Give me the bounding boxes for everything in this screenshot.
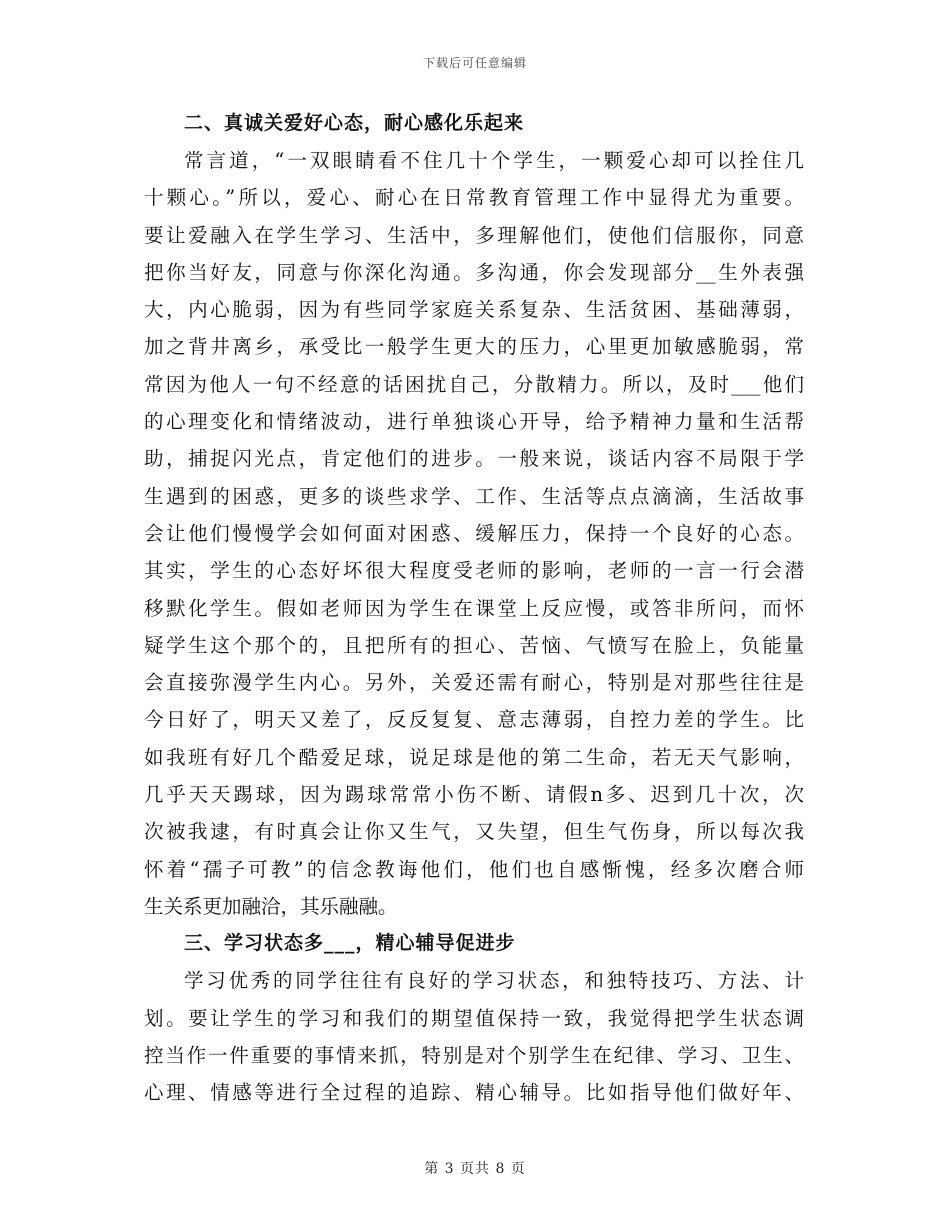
paragraph-line: 的心理变化和情绪波动，进行单独谈心开导，给予精神力量和生活帮 xyxy=(144,410,804,434)
paragraph-line: 十颗心。”所以，爱心、耐心在日常教育管理工作中显得尤为重要。 xyxy=(144,186,804,210)
paragraph-line: 大，内心脆弱，因为有些同学家庭关系复杂、生活贫困、基础薄弱， xyxy=(144,298,804,322)
paragraph-line: 学习优秀的同学往往有良好的学习状态，和独特技巧、方法、计 xyxy=(184,969,804,993)
section-paragraph xyxy=(144,962,804,1111)
paragraph-line: 怀着“孺子可教”的信念教诲他们，他们也自感惭愧，经多次磨合师 xyxy=(144,857,804,881)
paragraph-line: 其实，学生的心态好坏很大程度受老师的影响，老师的一言一行会潜 xyxy=(144,559,804,583)
document-body xyxy=(144,105,804,1111)
paragraph-line: 移默化学生。假如老师因为学生在课堂上反应慢，或答非所问，而怀 xyxy=(144,596,804,620)
paragraph-line: 如我班有好几个酷爱足球，说足球是他的第二生命，若无天气影响， xyxy=(144,745,804,769)
paragraph-line: 心理、情感等进行全过程的追踪、精心辅导。比如指导他们做好年、 xyxy=(144,1081,804,1105)
paragraph-line: 常因为他人一句不经意的话困扰自己，分散精力。所以，及时___他们 xyxy=(144,372,804,396)
paragraph-line: 控当作一件重要的事情来抓，特别是对个别学生在纪律、学习、卫生、 xyxy=(144,1043,804,1067)
paragraph-line: 助，捕捉闪光点，肯定他们的进步。一般来说，谈话内容不局限于学 xyxy=(144,447,804,471)
paragraph-line: 疑学生这个那个的，且把所有的担心、苦恼、气愤写在脸上，负能量 xyxy=(144,633,804,657)
paragraph-line: 会让他们慢慢学会如何面对困惑、缓解压力，保持一个良好的心态。 xyxy=(144,521,804,545)
section-heading: 三、学习状态多___，精心辅导促进步 xyxy=(184,932,516,955)
paragraph-line: 把你当好友，同意与你深化沟通。多沟通，你会发现部分__生外表强 xyxy=(144,260,804,284)
paragraph-line: 生关系更加融洽，其乐融融。 xyxy=(144,894,398,918)
paragraph-line: 生遇到的困惑，更多的谈些求学、工作、生活等点点滴滴，生活故事 xyxy=(144,484,804,508)
paragraph-line: 次被我逮，有时真会让你又生气，又失望，但生气伤身，所以每次我 xyxy=(144,820,804,844)
paragraph-line: 几乎天天踢球，因为踢球常常小伤不断、请假n多、迟到几十次，次 xyxy=(144,783,804,807)
section-heading: 二、真诚关爱好心态，耐心感化乐起来 xyxy=(184,112,525,134)
paragraph-line: 要让爱融入在学生学习、生活中，多理解他们，使他们信服你，同意 xyxy=(144,223,804,247)
page-number: 第 3 页共 8 页 xyxy=(424,1161,526,1177)
paragraph-line: 常言道，“一双眼睛看不住几十个学生，一颗爱心却可以拴住几 xyxy=(184,149,804,172)
paragraph-line: 今日好了，明天又差了，反反复复、意志薄弱，自控力差的学生。比 xyxy=(144,708,804,732)
section-paragraph xyxy=(144,142,804,925)
paragraph-line: 会直接弥漫学生内心。另外，关爱还需有耐心，特别是对那些往往是 xyxy=(144,671,804,695)
page-header: 下载后可任意编辑 xyxy=(422,56,527,70)
paragraph-line: 划。要让学生的学习和我们的期望值保持一致，我觉得把学生状态调 xyxy=(144,1006,804,1030)
paragraph-line: 加之背井离乡，承受比一般学生更大的压力，心里更加敏感脆弱，常 xyxy=(144,335,804,359)
